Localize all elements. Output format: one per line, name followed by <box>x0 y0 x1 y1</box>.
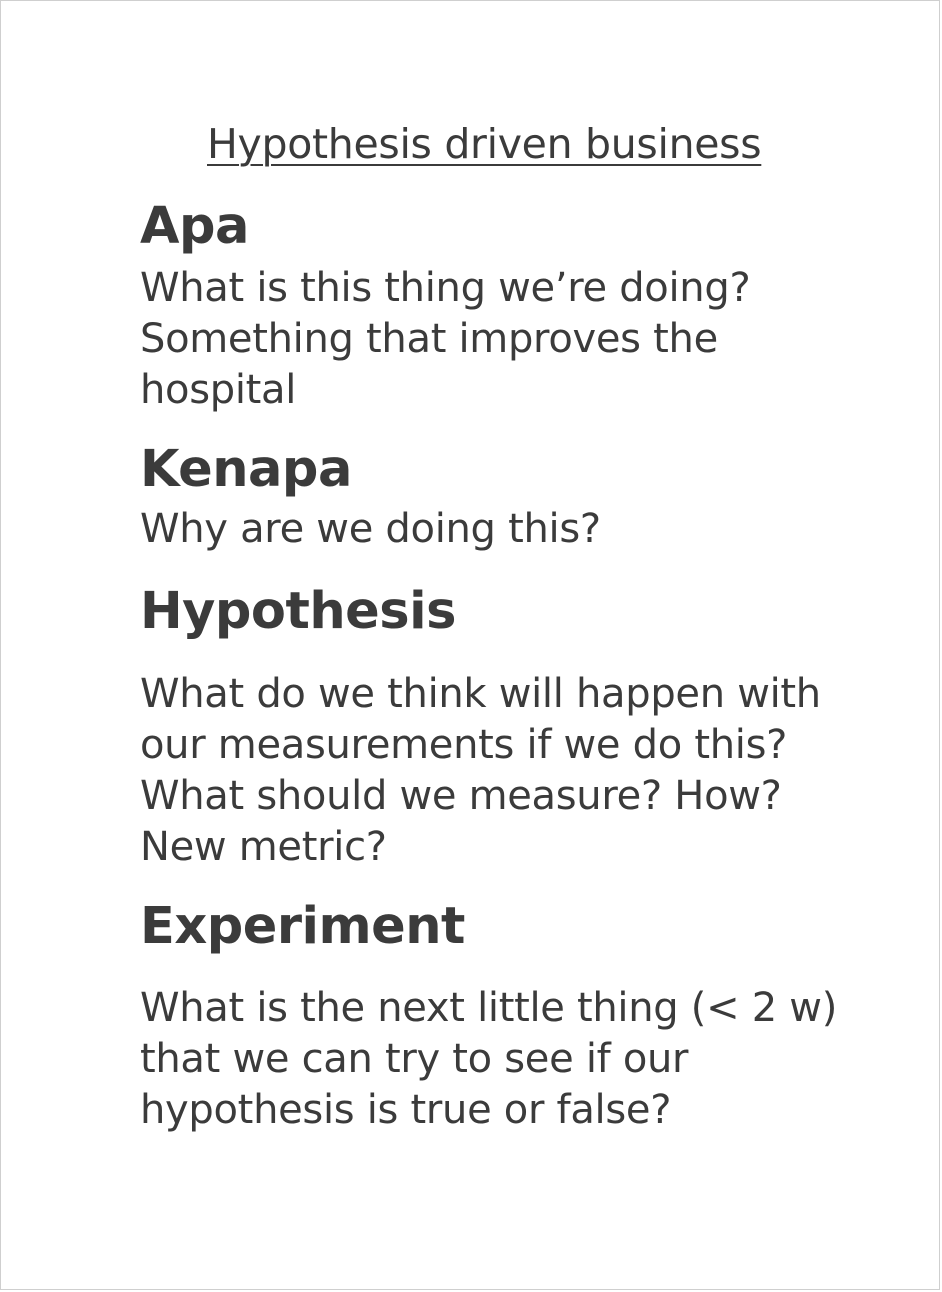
body-line: that we can try to see if our <box>140 1036 689 1082</box>
document-title: Hypothesis driven business <box>207 120 762 168</box>
body-line: hospital <box>140 367 297 413</box>
section-heading-kenapa: Kenapa <box>140 440 352 499</box>
section-body-hypothesis <box>140 669 840 873</box>
body-line: Why are we doing this? <box>140 506 601 552</box>
section-heading-experiment: Experiment <box>140 897 465 956</box>
body-line: hypothesis is true or false? <box>140 1087 672 1133</box>
body-line: What should we measure? How? <box>140 773 782 819</box>
section-body-kenapa <box>140 504 840 555</box>
body-line: Something that improves the <box>140 316 718 362</box>
section-body-experiment <box>140 983 840 1136</box>
body-line: New metric? <box>140 824 387 870</box>
body-line: our measurements if we do this? <box>140 722 788 768</box>
section-heading-hypothesis: Hypothesis <box>140 582 456 641</box>
section-body-apa <box>140 263 840 416</box>
body-line: What is the next little thing (< 2 w) <box>140 985 838 1031</box>
body-line: What do we think will happen with <box>140 671 821 717</box>
section-heading-apa: Apa <box>140 197 249 256</box>
body-line: What is this thing we’re doing? <box>140 265 751 311</box>
